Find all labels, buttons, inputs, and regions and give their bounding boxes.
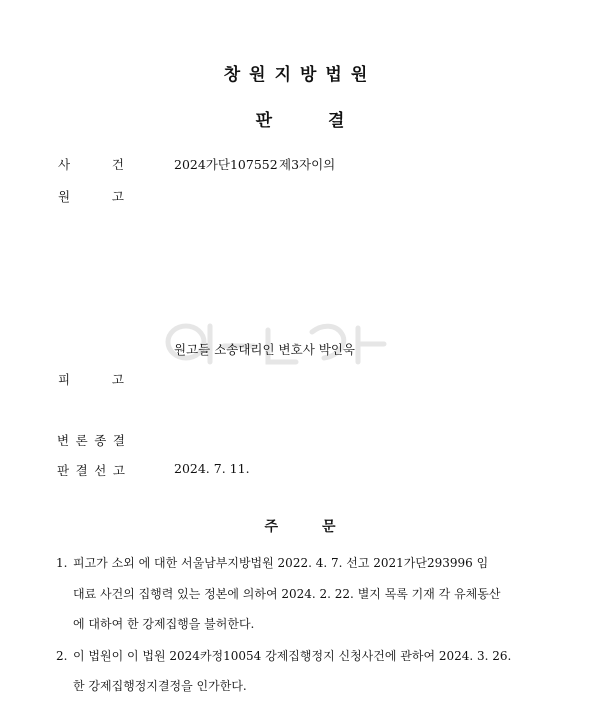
defendant-label-char: 고	[111, 372, 124, 387]
case-label-char: 건	[111, 157, 124, 172]
case-number: 2024가단107552	[174, 157, 278, 172]
judgment-label-char: 판	[57, 463, 70, 478]
case-name: 제3자이의	[279, 157, 336, 172]
defendant-label-char: 피	[58, 372, 71, 387]
case-label	[58, 155, 124, 173]
plaintiff-label-char: 고	[111, 189, 124, 204]
order-item-1-line-3: 에 대하여 한 강제집행을 불허한다.	[73, 617, 255, 631]
order-title	[0, 516, 600, 536]
judgment-date: 2024. 7. 11.	[174, 461, 250, 476]
plaintiff-counsel: 원고들 소송대리인 변호사 박인욱	[174, 342, 355, 357]
document-type-char-1: 판	[255, 111, 272, 131]
order-item-2-number: 2.	[56, 649, 68, 663]
order-item-2-line-1: 이 법원이 이 법원 2024카정10054 강제집행정지 신청사건에 관하여 2024. 3. 26.	[73, 649, 512, 663]
document-type-char-2: 결	[328, 111, 345, 131]
plaintiff-label	[58, 187, 124, 205]
judgment-label-char: 고	[112, 463, 125, 478]
court-name: 창원지방법원	[223, 65, 377, 85]
case-label-char: 사	[58, 157, 71, 172]
defendant-label	[58, 370, 124, 388]
order-title-char-2: 문	[322, 519, 336, 535]
order-title-char-1: 주	[264, 519, 278, 535]
closing-label-char: 변	[57, 433, 70, 448]
closing-label-char: 종	[94, 433, 107, 448]
order-item-2-line-2: 한 강제집행정지결정을 인가한다.	[73, 679, 247, 693]
closing-label	[57, 431, 125, 449]
closing-label-char: 결	[112, 433, 125, 448]
order-item-1-line-2: 대료 사건의 집행력 있는 정본에 의하여 2024. 2. 22. 별지 목록 기재 각 유체동산	[73, 587, 501, 601]
closing-label-char: 론	[75, 433, 88, 448]
judgment-label-char: 선	[94, 463, 107, 478]
judgment-label	[57, 461, 125, 479]
order-item-1-line-1: 피고가 소외 에 대한 서울남부지방법원 2022. 4. 7. 선고 2021가단293996 임	[73, 556, 489, 570]
order-item-1-number: 1.	[56, 556, 68, 570]
document-type	[0, 106, 600, 131]
judgment-label-char: 결	[75, 463, 88, 478]
plaintiff-label-char: 원	[58, 189, 71, 204]
